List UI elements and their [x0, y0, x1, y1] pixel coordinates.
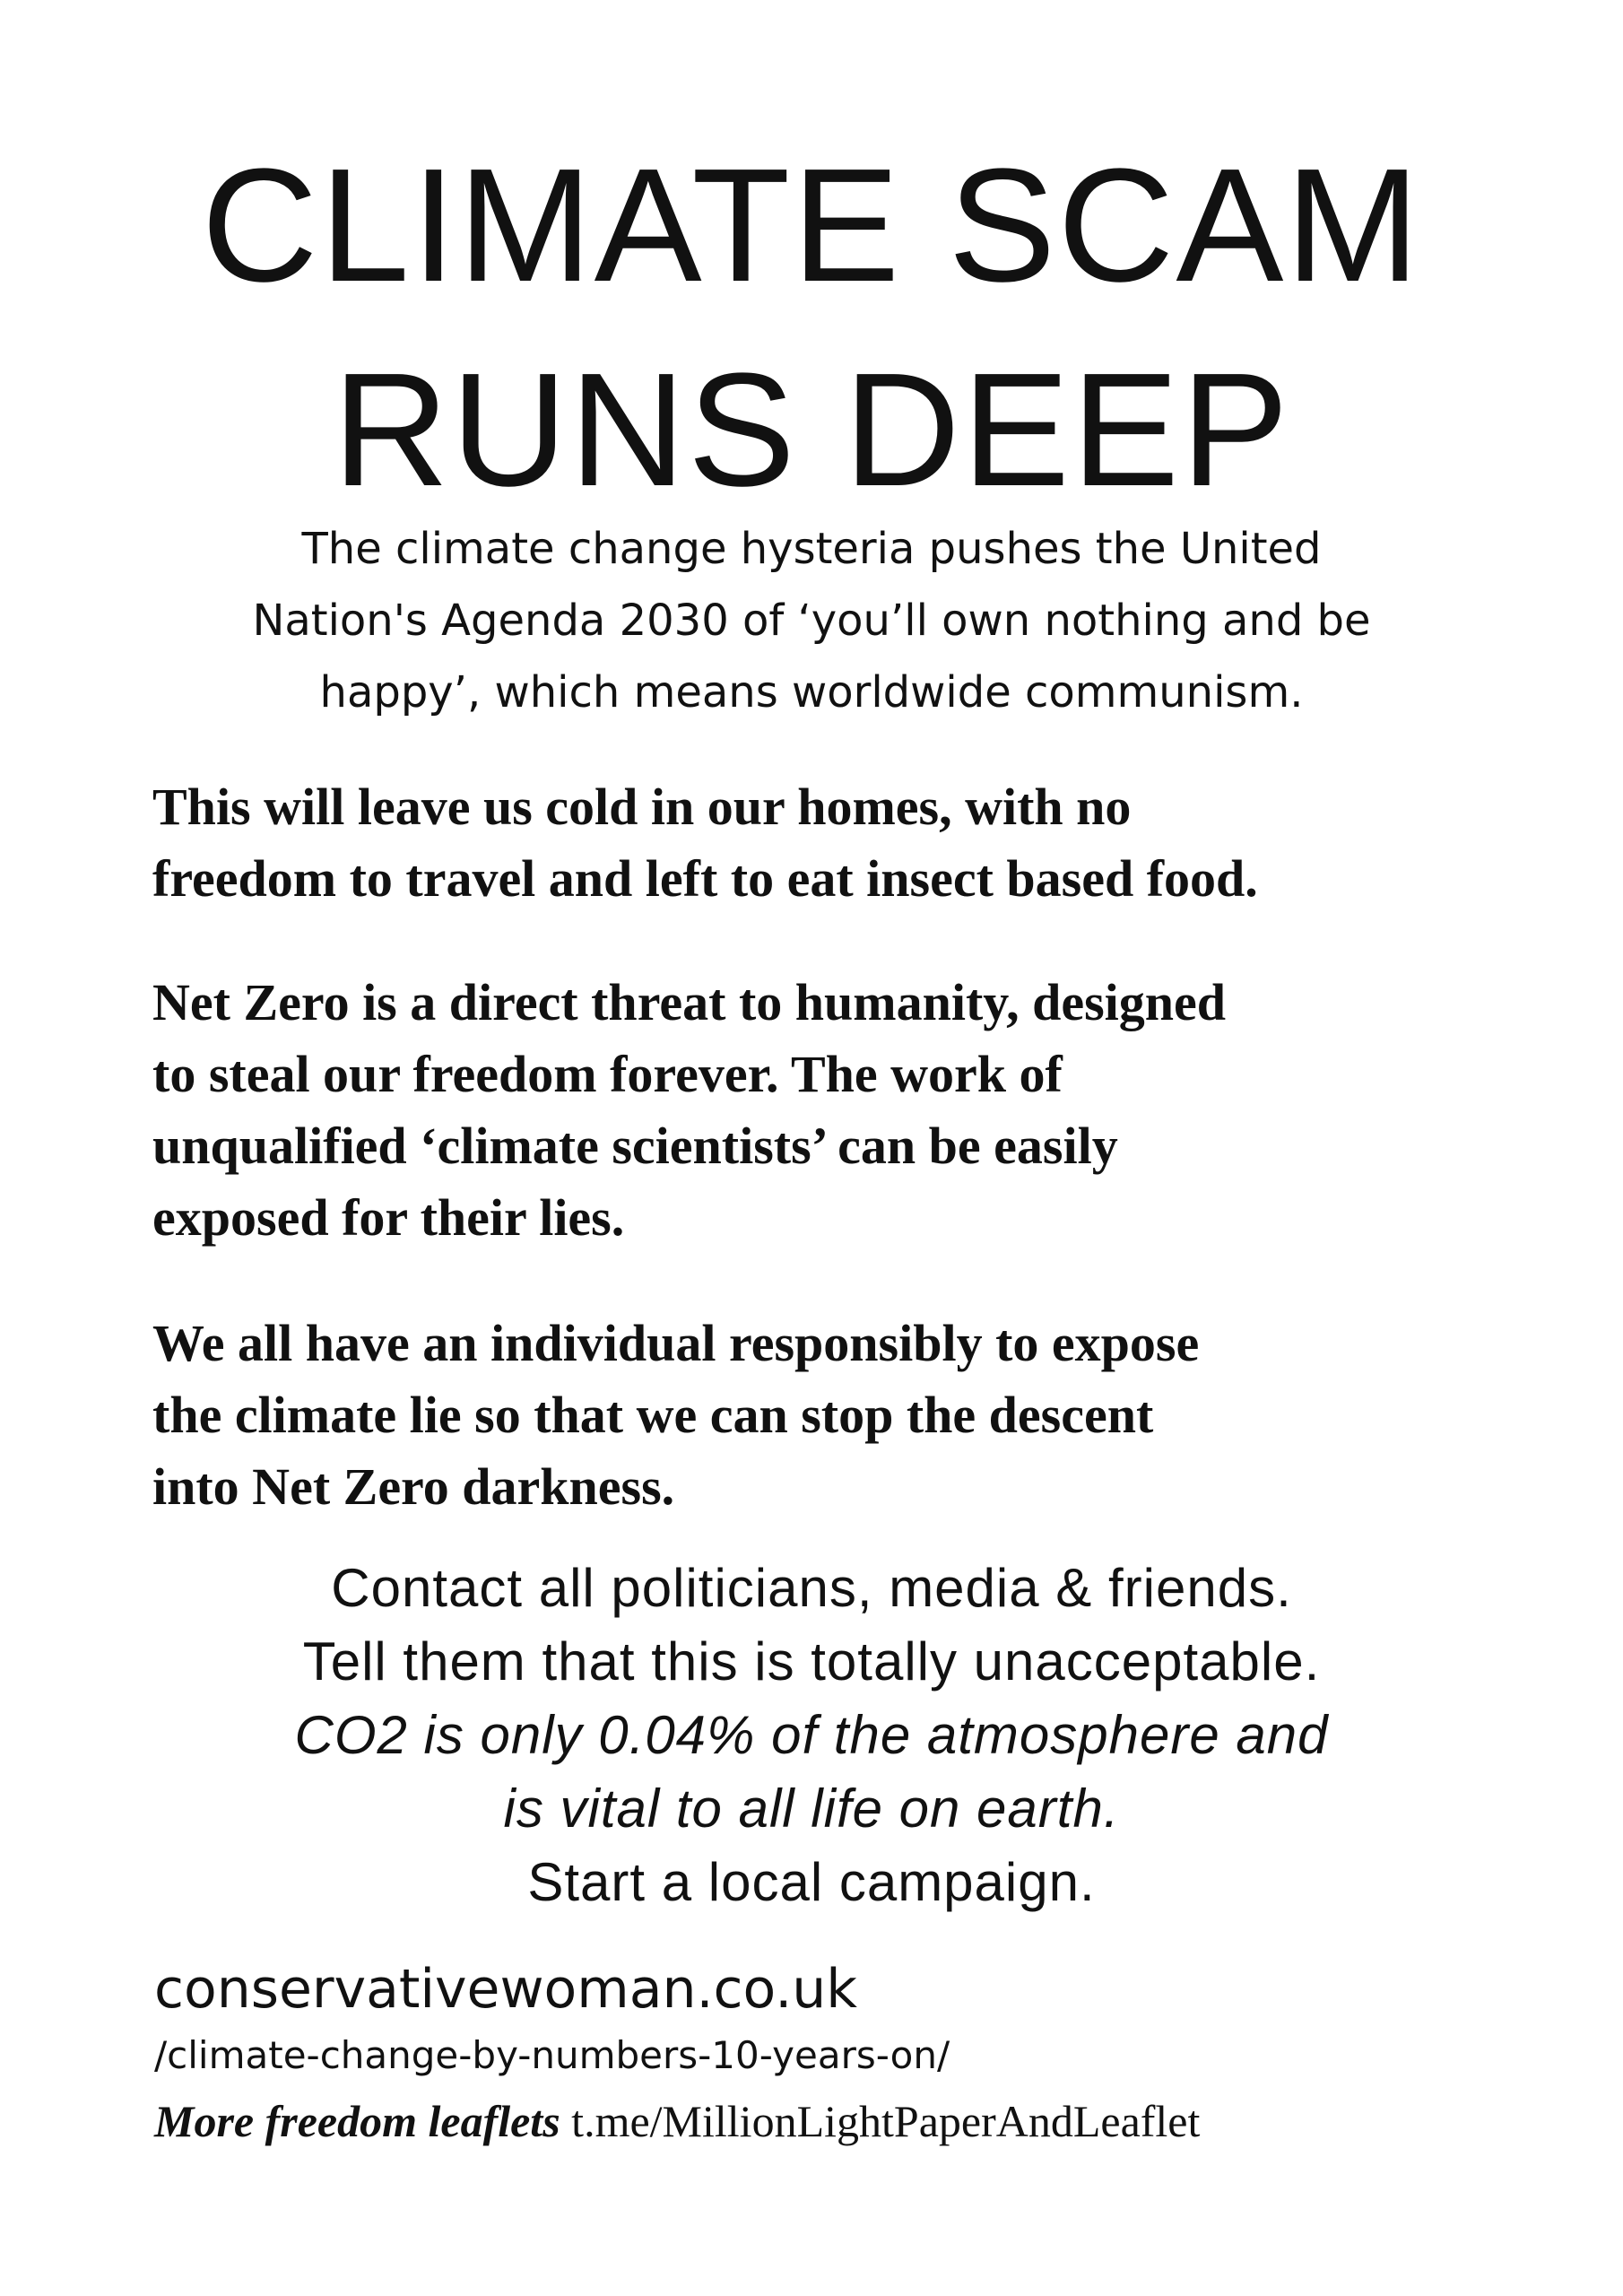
telegram-link[interactable]: t.me/MillionLightPaperAndLeaflet — [571, 2096, 1201, 2146]
paragraph-responsibility — [152, 1308, 1497, 1523]
intro-line: happy’, which means worldwide communism. — [319, 667, 1304, 718]
call-to-action — [0, 1552, 1623, 1919]
cta-co2-line: CO2 is only 0.04% of the atmosphere and — [294, 1705, 1329, 1765]
cta-line: Tell them that this is totally unacceptable. — [302, 1631, 1321, 1692]
paragraph-line: freedom to travel and left to eat insect based food. — [152, 849, 1258, 908]
source-domain[interactable]: conservativewoman.co.uk — [154, 1958, 858, 2021]
more-leaflets-label: More freedom leaflets — [154, 2096, 560, 2146]
paragraph-line: This will leave us cold in our homes, with no — [152, 778, 1132, 836]
paragraph-line: We all have an individual responsibly to expose — [152, 1314, 1200, 1372]
source-path[interactable]: /climate-change-by-numbers-10-years-on/ — [154, 2033, 950, 2077]
intro-line: The climate change hysteria pushes the United — [301, 524, 1322, 574]
more-leaflets-line — [154, 2090, 1499, 2152]
paragraph-cold-homes — [152, 771, 1497, 915]
intro-line: Nation's Agenda 2030 of ‘you’ll own nothing and be — [252, 596, 1371, 646]
paragraph-line: exposed for their lies. — [152, 1188, 625, 1247]
headline-line-2: RUNS DEEP — [332, 340, 1291, 520]
cta-line: Contact all politicians, media & friends. — [331, 1558, 1292, 1618]
paragraph-line: to steal our freedom forever. The work of — [152, 1045, 1063, 1103]
paragraph-line: the climate lie so that we can stop the descent — [152, 1386, 1154, 1444]
headline-line-1: CLIMATE SCAM — [201, 135, 1422, 316]
cta-line: Start a local campaign. — [527, 1852, 1096, 1912]
paragraph-line: unqualified ‘climate scientists’ can be easily — [152, 1117, 1118, 1175]
cta-co2-line: is vital to all life on earth. — [503, 1779, 1120, 1839]
intro-paragraph — [90, 513, 1533, 728]
paragraph-line: Net Zero is a direct threat to humanity, designed — [152, 973, 1227, 1031]
paragraph-line: into Net Zero darkness. — [152, 1457, 675, 1516]
paragraph-net-zero — [152, 967, 1497, 1254]
